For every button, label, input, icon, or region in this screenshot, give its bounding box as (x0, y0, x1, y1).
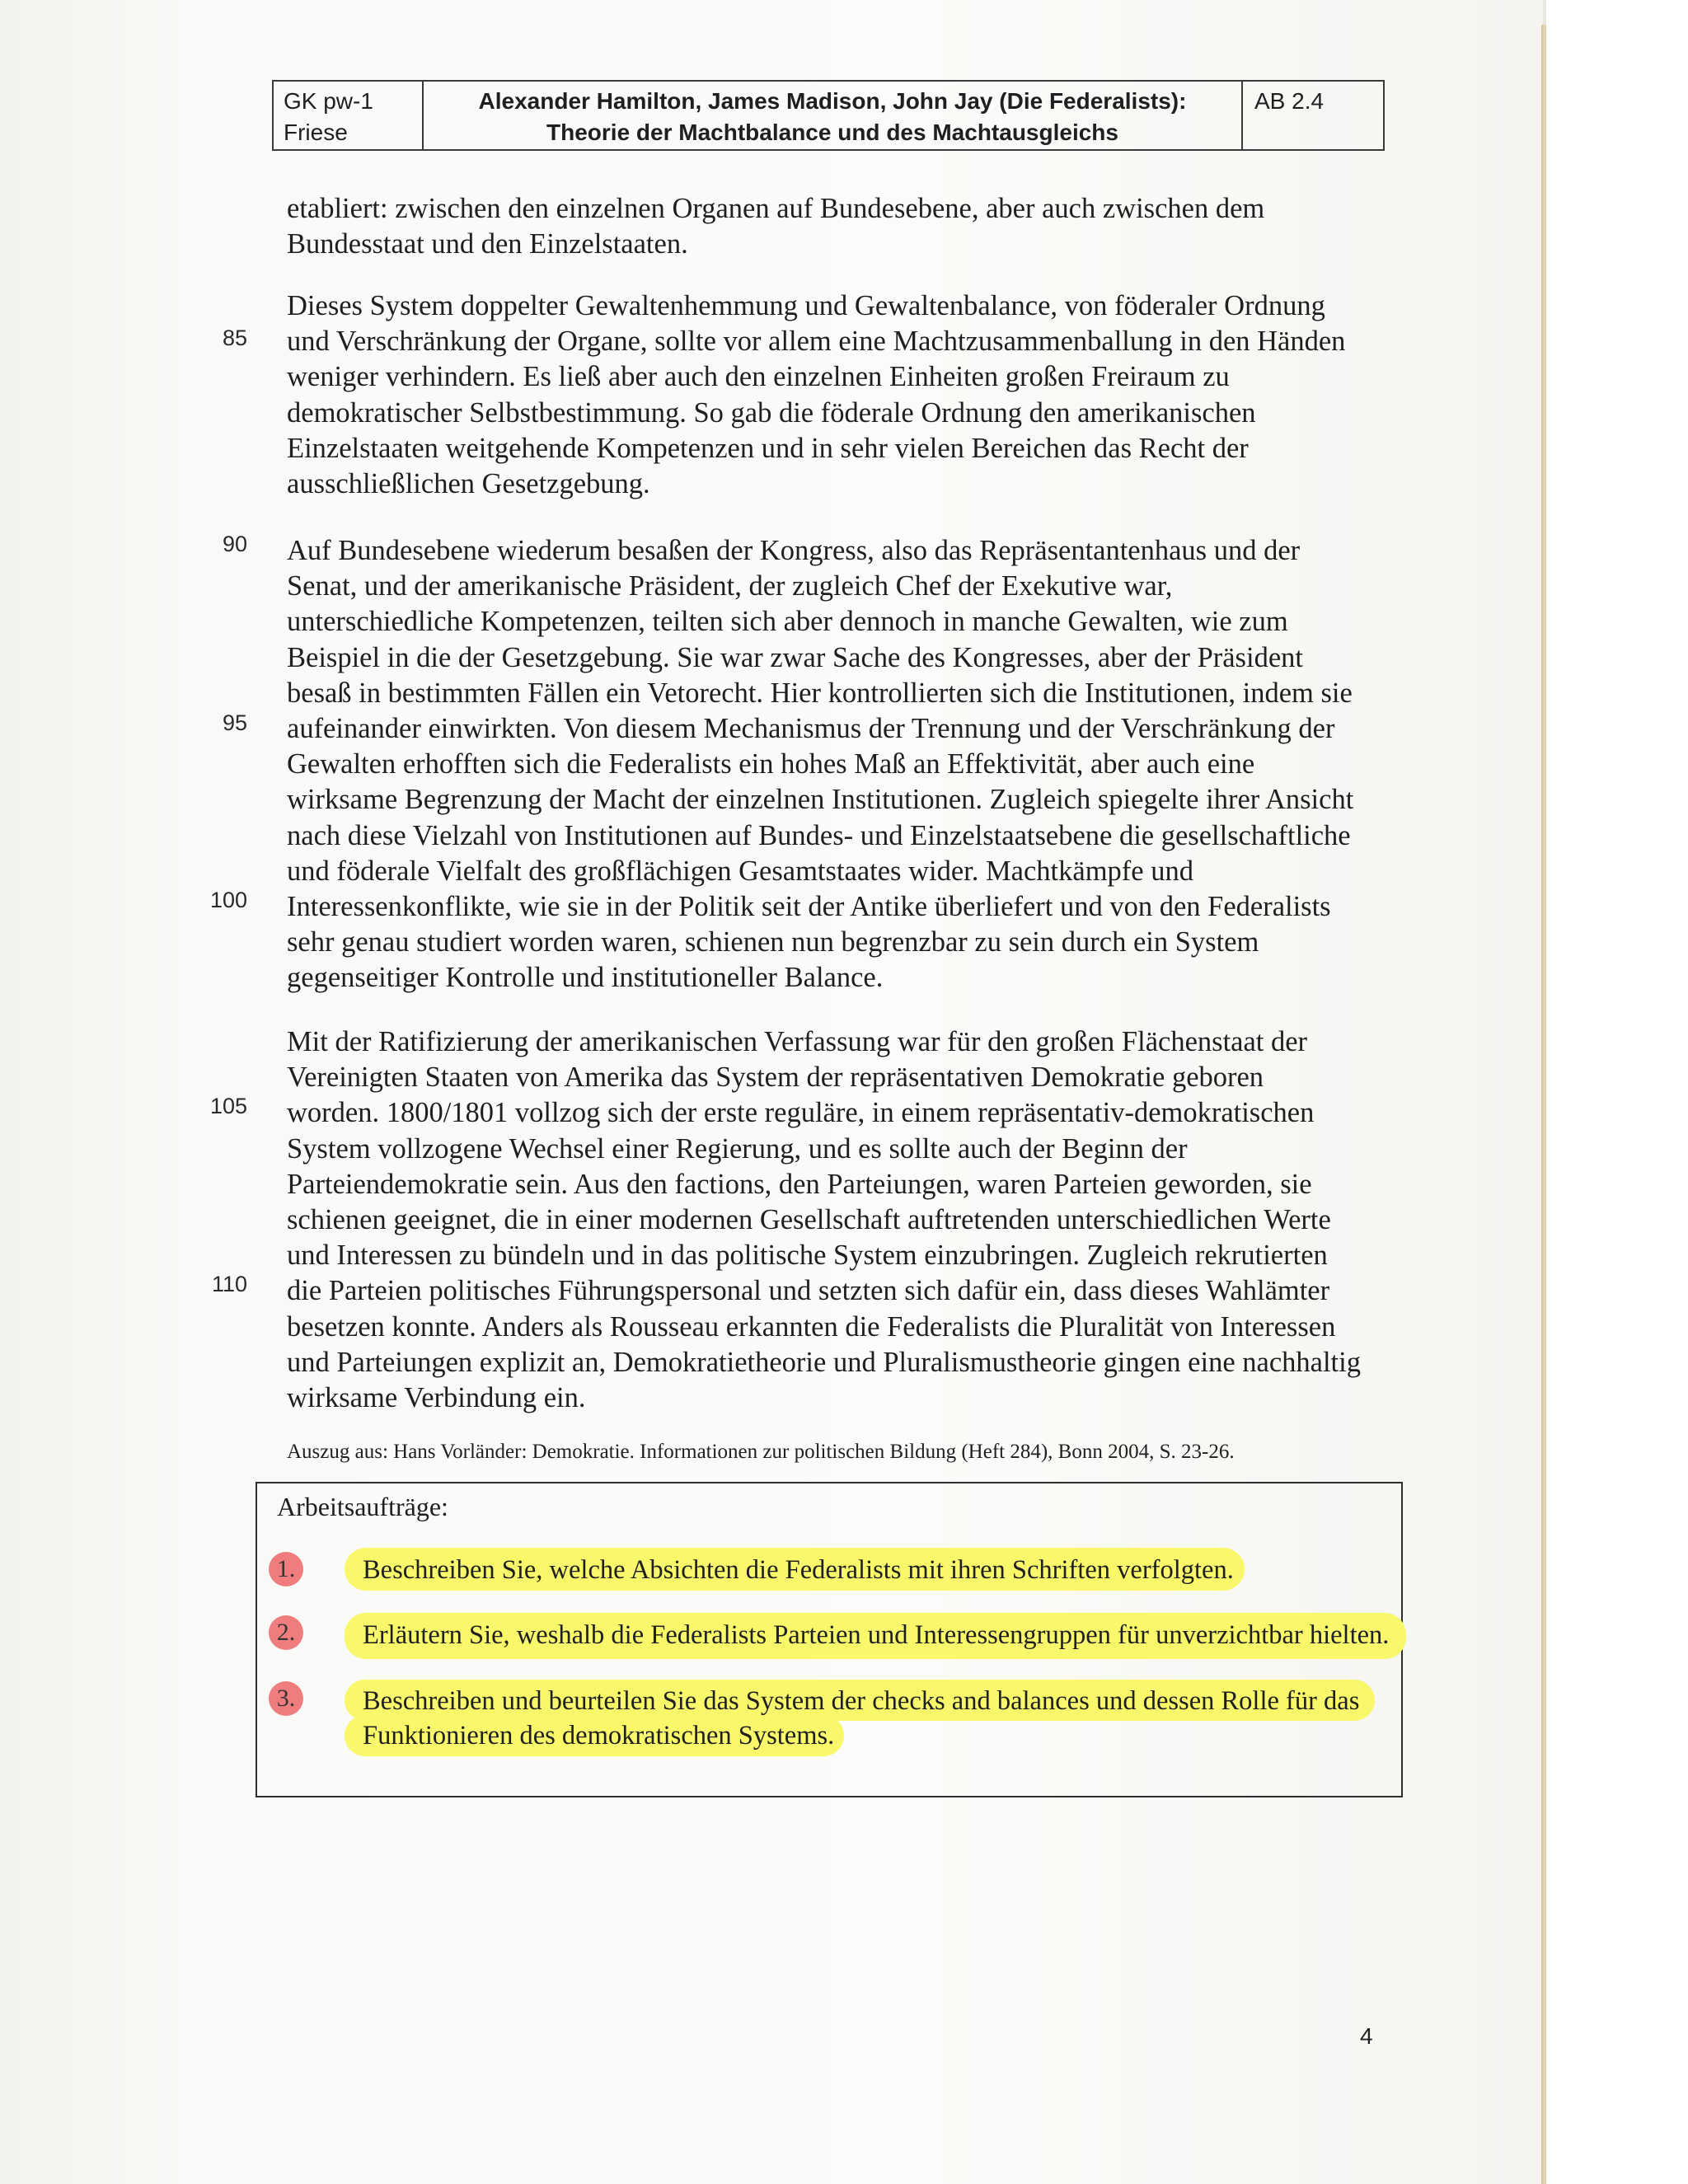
text-line: Dieses System doppelter Gewaltenhemmung und Gewaltenbalance, von föderaler Ordnung (287, 290, 1325, 321)
task-number-badge: 1. (269, 1552, 303, 1586)
text-line: aufeinander einwirkten. Von diesem Mechanismus der Trennung und der Verschränkung der (287, 713, 1335, 745)
text-line: demokratischer Selbstbestimmung. So gab die föderale Ordnung den amerikanischen (287, 396, 1256, 429)
page-number: 4 (1360, 2023, 1373, 2049)
line-number: 105 (209, 1094, 247, 1118)
title-line-2: Theorie der Machtbalance und des Machtausgleichs (546, 120, 1118, 145)
header-sheet-cell (1243, 82, 1383, 149)
text-line: sehr genau studiert worden waren, schienen nun begrenzbar zu sein durch ein System (287, 926, 1259, 958)
text-line: die Parteien politisches Führungspersonal und setzten sich dafür ein, dass dieses Wahlämter (287, 1275, 1330, 1307)
course-label: GK pw-1 (284, 88, 373, 114)
text-line: Gewalten erhofften sich die Federalists ein hohes Maß an Effektivität, aber auch eine (287, 748, 1255, 780)
text-line: Mit der Ratifizierung der amerikanischen Verfassung war für den großen Flächenstaat der (287, 1026, 1308, 1057)
paragraph-federal-level (287, 533, 1376, 996)
text-line: Vereinigten Staaten von Amerika das System der repräsentativen Demokratie geboren (287, 1062, 1264, 1094)
task-box (256, 1482, 1403, 1797)
source-citation: Auszug aus: Hans Vorländer: Demokratie. Informationen zur politischen Bildung (Heft 284), Bonn 2004, S. 23-26. (287, 1441, 1235, 1463)
task-3-text-line-2: Funktionieren des demokratischen Systems. (363, 1721, 835, 1750)
text-line: unterschiedliche Kompetenzen, teilten sich aber dennoch in manche Gewalten, wie zum (287, 606, 1288, 638)
text-line: wirksame Verbindung ein. (287, 1382, 586, 1414)
text-line: Parteiendemokratie sein. Aus den factions, den Parteiungen, waren Parteien geworden, sie (287, 1168, 1312, 1200)
text-line: Bundesstaat und den Einzelstaaten. (287, 228, 688, 260)
text-line: Auf Bundesebene wiederum besaßen der Kongress, also das Repräsentantenhaus und der (287, 535, 1301, 566)
text-line: ausschließlichen Gesetzgebung. (287, 468, 650, 500)
sheet-id: AB 2.4 (1254, 88, 1325, 114)
text-line: gegenseitiger Kontrolle und institutioneller Balance. (287, 962, 884, 994)
task-number-badge: 2. (269, 1615, 303, 1650)
text-line: System vollzogene Wechsel einer Regierung, und es sollte auch der Beginn der (287, 1132, 1188, 1165)
text-line: weniger verhindern. Es ließ aber auch den einzelnen Einheiten großen Freiraum zu (287, 361, 1230, 393)
text-line: und Interessen zu bündeln und in das politische System einzubringen. Zugleich rekrutierten (287, 1240, 1328, 1272)
task-1-text: Beschreiben Sie, welche Absichten die Federalists mit ihren Schriften verfolgten. (363, 1555, 1234, 1585)
teacher-label: Friese (284, 120, 348, 145)
paragraph-ratification (287, 1024, 1376, 1416)
title-line-1: Alexander Hamilton, James Madison, John Jay (Die Federalists): (478, 88, 1187, 114)
text-line: und Verschränkung der Organe, sollte vor allem eine Machtzusammenballung in den Händen (287, 326, 1346, 358)
text-line: schienen geeignet, die in einer modernen Gesellschaft auftretenden unterschiedlichen Werte (287, 1204, 1331, 1236)
background-strip (1546, 0, 1688, 2184)
text-line: besetzen konnte. Anders als Rousseau erkannten die Federalists die Pluralität von Interessen (287, 1310, 1336, 1343)
text-line: und Parteiungen explizit an, Demokratietheorie und Pluralismustheorie gingen eine nachhaltig (287, 1346, 1361, 1378)
line-number: 85 (222, 326, 247, 350)
text-line: Einzelstaaten weitgehende Kompetenzen und in sehr vielen Bereichen das Recht der (287, 432, 1249, 464)
header-table (272, 80, 1385, 151)
text-line: worden. 1800/1801 vollzog sich der erste reguläre, in einem repräsentativ-demokratischen (287, 1097, 1315, 1129)
header-course-cell (274, 82, 424, 149)
header-title-cell (424, 82, 1243, 149)
task-box-title: Arbeitsaufträge: (277, 1492, 448, 1521)
task-2-text: Erläutern Sie, weshalb die Federalists Parteien und Interessengruppen für unverzichtbar hielten. (363, 1620, 1390, 1650)
text-line: wirksame Begrenzung der Macht der einzelnen Institutionen. Zugleich spiegelte ihrer Ansicht (287, 784, 1354, 816)
text-line: nach diese Vielzahl von Institutionen auf Bundes- und Einzelstaatsebene die gesellschaftliche (287, 819, 1351, 851)
text-line: etabliert: zwischen den einzelnen Organen auf Bundesebene, aber auch zwischen dem (287, 193, 1265, 224)
paragraph-continuation (287, 191, 1376, 262)
line-number: 95 (222, 710, 247, 735)
line-number: 90 (222, 532, 247, 556)
text-line: besaß in bestimmten Fällen ein Vetorecht. Hier kontrollierten sich die Institutionen, indem sie (287, 677, 1353, 709)
paragraph-federal-order (287, 288, 1376, 502)
text-line: und föderale Vielfalt des großflächigen Gesamtstaates wider. Machtkämpfe und (287, 855, 1193, 887)
text-line: Senat, und der amerikanische Präsident, der zugleich Chef der Exekutive war, (287, 570, 1173, 602)
text-line: Beispiel in die der Gesetzgebung. Sie war zwar Sache des Kongresses, aber der Präsident (287, 641, 1303, 673)
text-line: Interessenkonflikte, wie sie in der Politik seit der Antike überliefert und von den Federalists (287, 891, 1331, 923)
task-3-text-line-1: Beschreiben und beurteilen Sie das System der checks and balances und dessen Rolle für das (363, 1686, 1360, 1716)
line-number: 110 (211, 1272, 247, 1296)
line-number: 100 (209, 888, 247, 912)
task-number-badge: 3. (269, 1681, 303, 1716)
